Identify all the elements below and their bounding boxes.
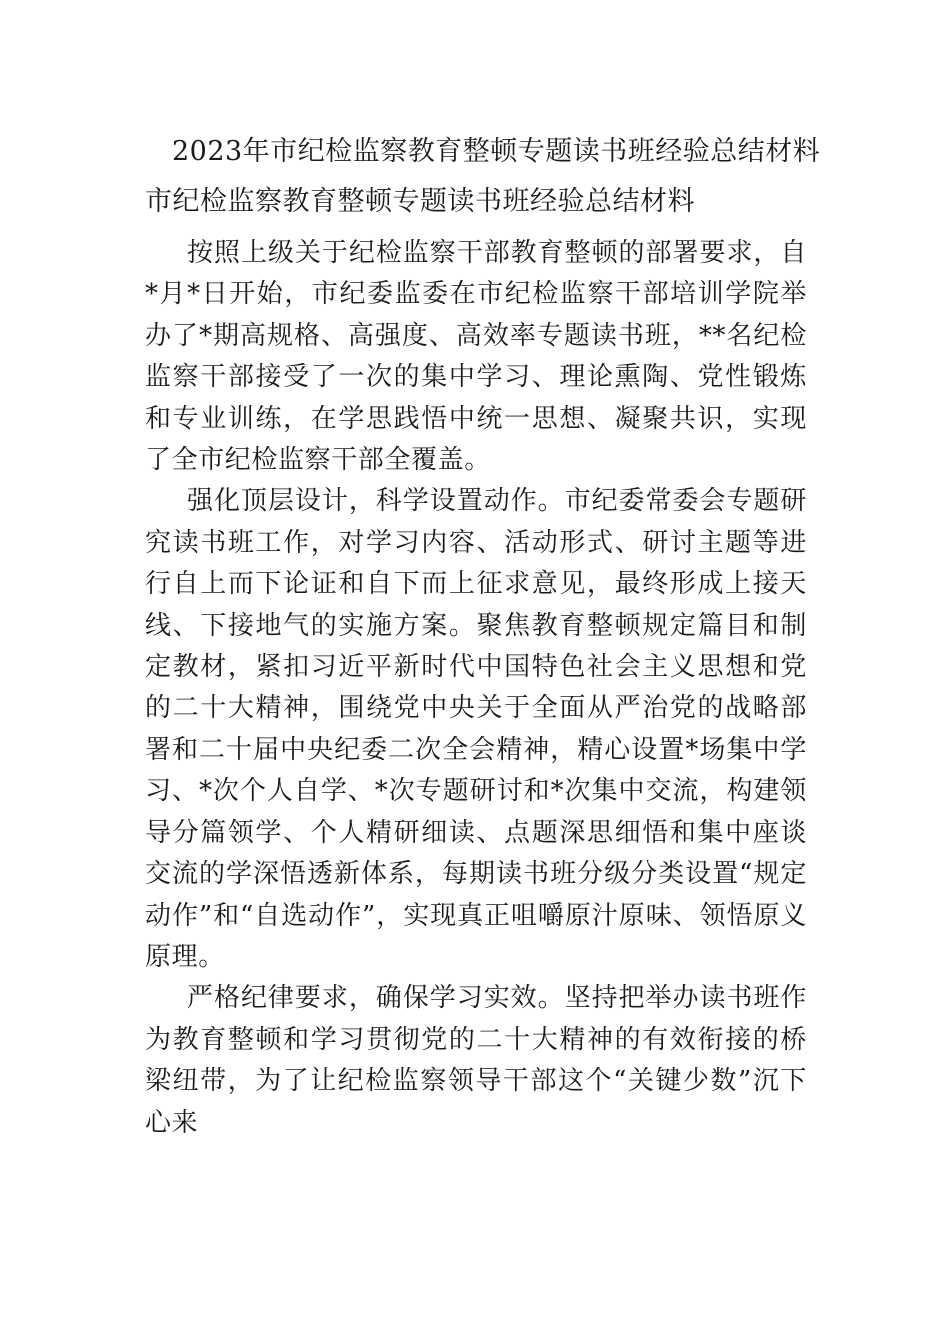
paragraph-discipline: 严格纪律要求，确保学习实效。坚持把举办读书班作为教育整顿和学习贯彻党的二十大精神的有效衔接的桥梁纽带，为了让纪检监察领导干部这个“关键少数”沉下心来: [145, 983, 807, 1138]
paragraph-top-level-design: 强化顶层设计，科学设置动作。市纪委常委会专题研究读书班工作，对学习内容、活动形式、研讨主题等进行自上而下论证和自下而上征求意见，最终形成上接天线、下接地气的实施方案。聚焦教育整顿规定篇目和制定教材，紧扣习近平新时代中国特色社会主义思想和党的二十大精神，围绕党中央关于全面从严治党的战略部署和二十届中央纪委二次全会精神，精心设置*场集中学习、*次个人自学、*次专题研讨和*次集中交流，构建领导分篇领学、个人精研细读、点题深思细悟和集中座谈交流的学深悟透新体系，每期读书班分级分类设置“规定动作”和“自选动作”，实现真正咀嚼原汁原味、领悟原义原理。: [145, 486, 807, 972]
document-body: [145, 233, 807, 1144]
document-subtitle: 市纪检监察教育整顿专题读书班经验总结材料: [145, 186, 695, 217]
document-title: 2023年市纪检监察教育整顿专题读书班经验总结材料: [172, 136, 821, 167]
paragraph-intro: 按照上级关于纪检监察干部教育整顿的部署要求，自*月*日开始，市纪委监委在市纪检监察干部培训学院举办了*期高规格、高强度、高效率专题读书班，**名纪检监察干部接受了一次的集中学习、理论熏陶、党性锻炼和专业训练，在学思践悟中统一思想、凝聚共识，实现了全市纪检监察干部全覆盖。: [145, 238, 807, 476]
